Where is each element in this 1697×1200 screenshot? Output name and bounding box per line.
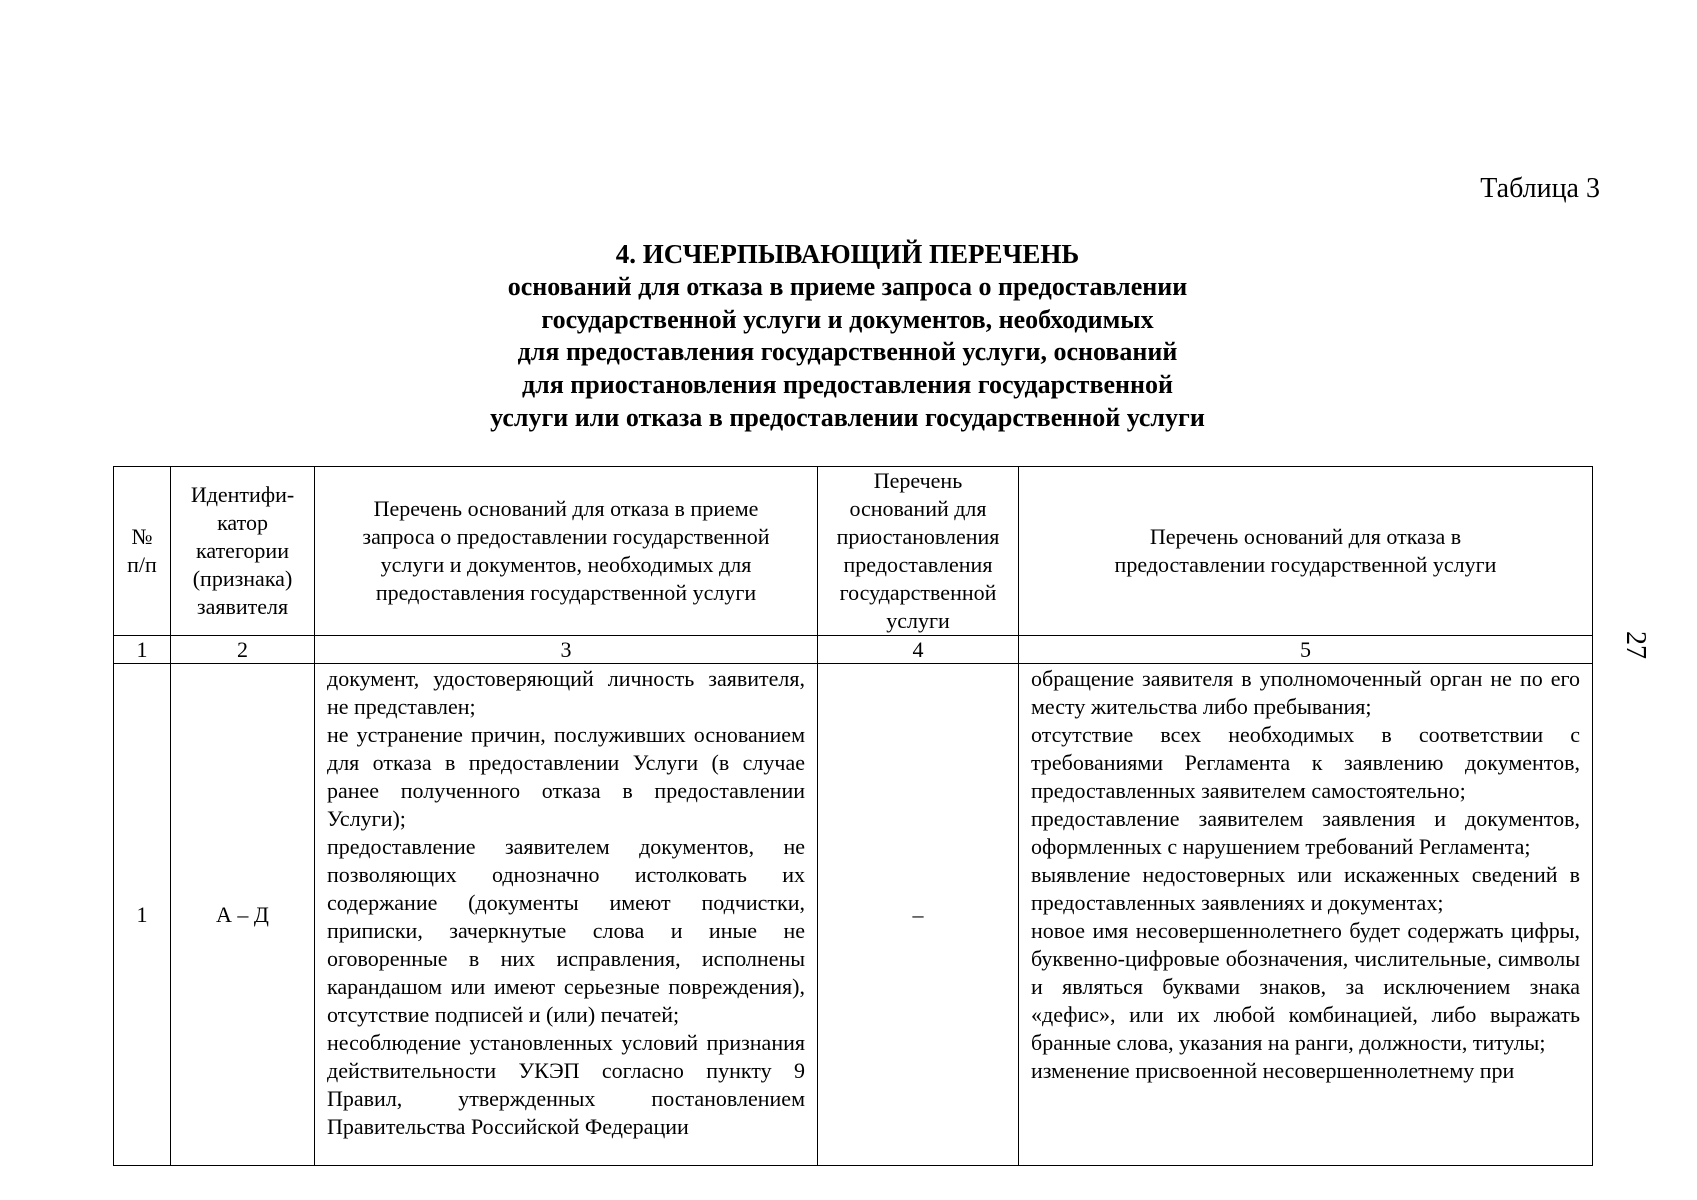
ground-item: изменение присвоенной несовершеннолетнему при bbox=[1031, 1057, 1515, 1083]
ground-item: выявление недостоверных или искаженных сведений в предоставленных заявлениях и документах; bbox=[1031, 861, 1580, 915]
heading-line-2: оснований для отказа в приеме запроса о предоставлении bbox=[507, 271, 1188, 301]
column-numbers-row bbox=[114, 636, 1593, 664]
header-suspension: Перечень оснований для приостановления предоставления государственной услуги bbox=[818, 467, 1019, 636]
heading-line-4: для предоставления государственной услуги, оснований bbox=[517, 337, 1178, 367]
header-refusal-acceptance: Перечень оснований для отказа в приеме запроса о предоставлении государственной услуги и документов, необходимых для предоставления государственной услуги bbox=[315, 467, 818, 636]
header-category: Идентифи-катор категории (признака) заявителя bbox=[171, 467, 315, 636]
table-header-row bbox=[114, 467, 1593, 636]
header-refusal-provision: Перечень оснований для отказа в предоставлении государственной услуги bbox=[1019, 467, 1593, 636]
table-row bbox=[114, 664, 1593, 1166]
ground-item: предоставление заявителем документов, не позволяющих однозначно истолковать их содержание (документы имеют подчистки, приписки, зачеркнутые слова и иные не оговоренные в них исправления, исполнены карандашом или имеют серьезные повреждения), отсутствие подписей и (или) печатей; bbox=[327, 833, 805, 1027]
heading-line-6: услуги или отказа в предоставлении государственной услуги bbox=[490, 402, 1205, 432]
heading-line-1: 4. ИСЧЕРПЫВАЮЩИЙ ПЕРЕЧЕНЬ bbox=[615, 239, 1080, 269]
ground-item: несоблюдение установленных условий признания действительности УКЭП согласно пункту 9 Правил, утвержденных постановлением Правительства Российской Федерации bbox=[327, 1029, 805, 1139]
heading-line-5: для приостановления предоставления государственной bbox=[522, 370, 1173, 400]
row-category: А – Д bbox=[171, 664, 315, 1166]
row-refusal-provision-grounds bbox=[1019, 664, 1593, 1166]
column-number-2: 2 bbox=[171, 636, 315, 664]
column-number-4: 4 bbox=[818, 636, 1019, 664]
heading-line-3: государственной услуги и документов, необходимых bbox=[541, 304, 1154, 334]
ground-item: не устранение причин, послуживших основанием для отказа в предоставлении Услуги (в случае ранее полученного отказа в предоставлении Услуги); bbox=[327, 721, 805, 831]
header-num: № п/п bbox=[114, 467, 171, 636]
column-number-1: 1 bbox=[114, 636, 171, 664]
section-heading bbox=[0, 238, 1696, 435]
ground-item: отсутствие всех необходимых в соответствии с требованиями Регламента к заявлению документов, предоставленных заявителем самостоятельно; bbox=[1031, 721, 1580, 803]
row-number: 1 bbox=[114, 664, 171, 1166]
ground-item: предоставление заявителем заявления и документов, оформленных с нарушением требований Регламента; bbox=[1031, 805, 1580, 859]
table-label: Таблица 3 bbox=[1480, 173, 1600, 204]
column-number-3: 3 bbox=[315, 636, 818, 664]
page-number: 27 bbox=[1620, 631, 1651, 659]
row-suspension-grounds: – bbox=[818, 664, 1019, 1166]
ground-item: документ, удостоверяющий личность заявителя, не представлен; bbox=[327, 665, 805, 719]
grounds-table bbox=[113, 466, 1593, 1166]
ground-item: новое имя несовершеннолетнего будет содержать цифры, буквенно-цифровые обозначения, числительные, символы и являться буквами знаков, за исключением знака «дефис», или их любой комбинацией, либо выражать бранные слова, указания на ранги, должности, титулы; bbox=[1031, 917, 1580, 1055]
ground-item: обращение заявителя в уполномоченный орган не по его месту жительства либо пребывания; bbox=[1031, 665, 1580, 719]
column-number-5: 5 bbox=[1019, 636, 1593, 664]
row-refusal-acceptance-grounds bbox=[315, 664, 818, 1166]
